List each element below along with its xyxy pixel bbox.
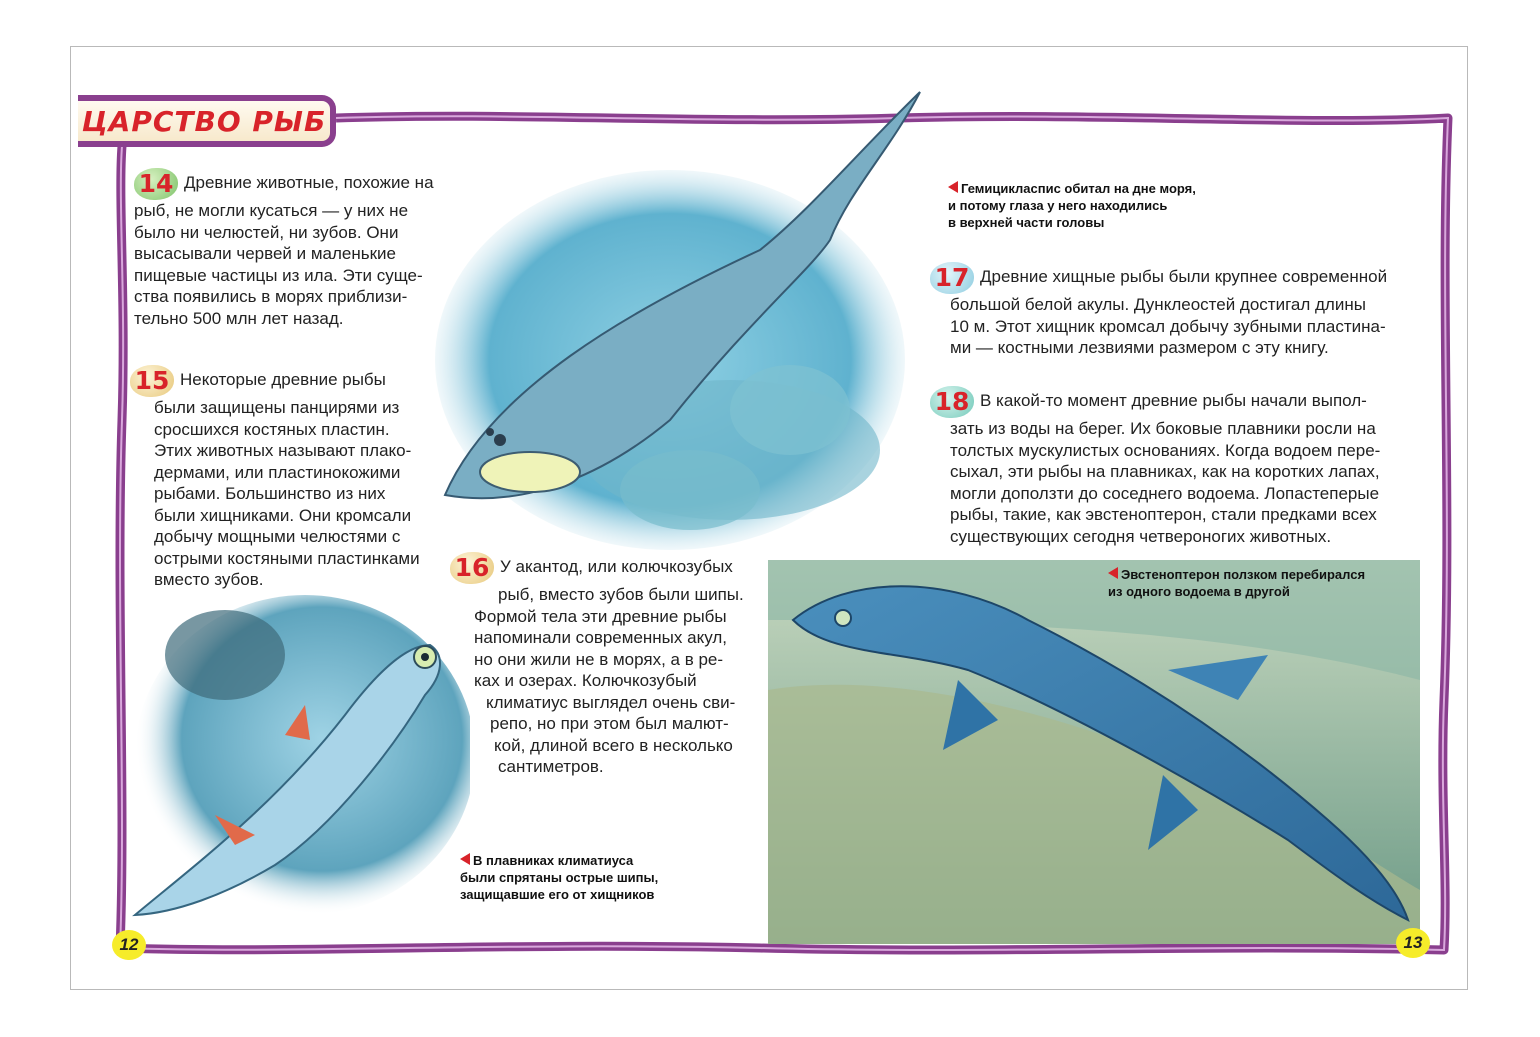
paragraph-line: рыб, вместо зубов были шипы.: [498, 585, 744, 604]
paragraph-line: пищевые частицы из ила. Эти суще-: [134, 265, 423, 285]
page-number-left: 12: [112, 930, 146, 960]
paragraph-line: были защищены панцирями из: [154, 398, 400, 417]
paragraph-line: сантиметров.: [498, 757, 604, 776]
paragraph-14: [134, 168, 444, 329]
paragraph-number-badge: 15: [130, 365, 174, 397]
paragraph-line: сыхал, эти рыбы на плавниках, как на коротких лапах,: [950, 462, 1380, 481]
caption-line: Гемицикласпис обитал на дне моря,: [961, 181, 1196, 196]
caption-line: из одного водоема в другой: [1108, 584, 1290, 599]
caption-eusthenopteron: [1108, 566, 1408, 600]
paragraph-line: толстых мускулистых основаниях. Когда водоем пере-: [950, 440, 1381, 460]
hemicyclaspis-illustration: [430, 90, 930, 560]
paragraph-line: Формой тела эти древние рыбы: [474, 606, 727, 626]
paragraph-line: напоминали современных акул,: [474, 628, 727, 647]
paragraph-line: Древние хищные рыбы были крупнее современной: [980, 267, 1388, 286]
paragraph-line: рыбы, такие, как эвстеноптерон, стали предками всех: [950, 505, 1377, 524]
caption-line: были спрятаны острые шипы,: [460, 870, 659, 885]
paragraph-line: могли доползти до соседнего водоема. Лопастеперые: [950, 483, 1380, 503]
arrow-left-icon: [948, 181, 958, 193]
paragraph-line: тельно 500 млн лет назад.: [134, 308, 344, 328]
paragraph-line: вместо зубов.: [154, 570, 264, 589]
paragraph-line: Некоторые древние рыбы: [180, 370, 386, 389]
paragraph-line: было ни челюстей, ни зубов. Они: [134, 222, 399, 242]
paragraph-18: [930, 386, 1400, 547]
paragraph-line: У акантод, или колючкозубых: [500, 557, 733, 576]
paragraph-line: 10 м. Этот хищник кромсал добычу зубными пластина-: [950, 316, 1386, 336]
paragraph-number-badge: 16: [450, 552, 494, 584]
paragraph-line: климатиус выглядел очень сви-: [486, 692, 736, 712]
paragraph-line: существующих сегодня четвероногих животных.: [950, 526, 1332, 546]
arrow-left-icon: [1108, 567, 1118, 579]
paragraph-line: были хищниками. Они кромсали: [154, 505, 412, 525]
paragraph-line: ства появились в морях приблизи-: [134, 287, 408, 306]
paragraph-line: острыми костяными пластинками: [154, 548, 420, 568]
paragraph-line: рыбами. Большинство из них: [154, 484, 386, 503]
paragraph-line: Древние животные, похожие на: [184, 173, 434, 192]
paragraph-number-badge: 14: [134, 168, 178, 200]
paragraph-line: ми — костными лезвиями размером с эту книгу.: [950, 338, 1329, 357]
paragraph-number-badge: 17: [930, 262, 974, 294]
caption-line: защищавшие его от хищников: [460, 887, 655, 902]
paragraph-line: дермами, или пластинокожими: [154, 462, 401, 482]
caption-climatius: [460, 852, 720, 903]
paragraph-line: кой, длиной всего в несколько: [494, 735, 733, 755]
climatius-illustration: [125, 595, 470, 925]
caption-line: Эвстеноптерон ползком перебирался: [1121, 567, 1366, 582]
paragraph-line: зать из воды на берег. Их боковые плавники росли на: [950, 419, 1376, 438]
paragraph-16: [450, 552, 750, 778]
arrow-left-icon: [460, 853, 470, 865]
paragraph-line: большой белой акулы. Дунклеостей достигал длины: [950, 295, 1366, 314]
paragraph-line: Этих животных называют плако-: [154, 441, 412, 460]
page-number-right: 13: [1396, 928, 1430, 958]
paragraph-line: сросшихся костяных пластин.: [154, 419, 390, 439]
paragraph-line: высасывали червей и маленькие: [134, 244, 397, 263]
paragraph-15: [130, 365, 450, 591]
paragraph-number-badge: 18: [930, 386, 974, 418]
eusthenopteron-illustration: [768, 560, 1420, 944]
paragraph-line: рыб, не могли кусаться — у них не: [134, 201, 409, 220]
paragraph-17: [930, 262, 1400, 359]
paragraph-line: ках и озерах. Колючкозубый: [474, 671, 697, 690]
paragraph-line: добычу мощными челюстями с: [154, 527, 401, 546]
page-title: ЦАРСТВО РЫБ: [81, 104, 327, 138]
caption-line: В плавниках климатиуса: [473, 853, 634, 868]
paragraph-line: репо, но при этом был малют-: [490, 714, 729, 733]
paragraph-line: но они жили не в морях, а в ре-: [474, 649, 724, 669]
paragraph-line: В какой-то момент древние рыбы начали выпол-: [980, 391, 1367, 410]
caption-hemicyclaspis: [948, 180, 1248, 231]
caption-line: в верхней части головы: [948, 215, 1105, 230]
page-title-tab: [78, 95, 336, 147]
caption-line: и потому глаза у него находились: [948, 198, 1168, 213]
